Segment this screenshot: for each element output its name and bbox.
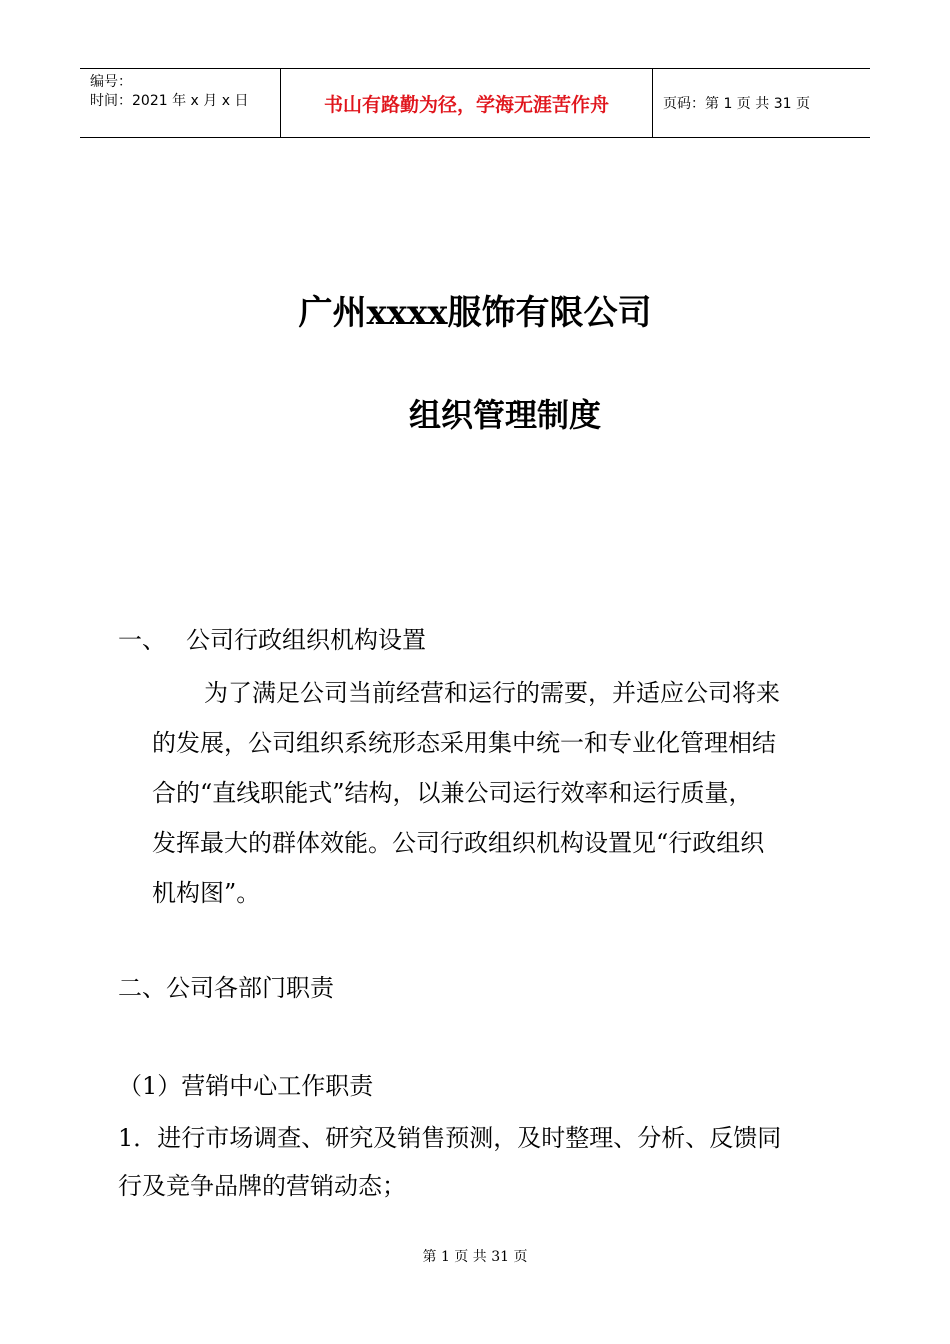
- header-page-info: 页码：第 1 页 共 31 页: [663, 96, 810, 112]
- paragraph-line: 合的“直线职能式”结构，以兼公司运行效率和运行质量，: [152, 779, 753, 807]
- number-label: 编号：: [90, 74, 132, 90]
- header-meta: [80, 69, 281, 137]
- document-subtitle: 组织管理制度: [408, 396, 601, 434]
- company-title: 广州xxxx服饰有限公司: [298, 293, 652, 333]
- page-footer: 第 1 页 共 31 页: [422, 1249, 528, 1265]
- section1-number: 一、: [118, 626, 166, 654]
- section1-heading: 公司行政组织机构设置: [186, 626, 426, 654]
- item1-line2: 行及竞争品牌的营销动态；: [118, 1172, 406, 1200]
- paragraph-line: 为了满足公司当前经营和运行的需要，并适应公司将来: [204, 679, 780, 707]
- section2-heading: 二、公司各部门职责: [118, 974, 334, 1002]
- subsection1-heading: （1）营销中心工作职责: [118, 1072, 374, 1100]
- paragraph-line: 机构图”。: [152, 879, 261, 907]
- paragraph-line: 的发展，公司组织系统形态采用集中统一和专业化管理相结: [152, 729, 776, 757]
- document-header: [80, 68, 870, 138]
- paragraph-line: 发挥最大的群体效能。公司行政组织机构设置见“行政组织: [152, 829, 765, 857]
- item1-line1: 1．进行市场调查、研究及销售预测，及时整理、分析、反馈同: [118, 1124, 782, 1152]
- time-label: 时间：2021 年 x 月 x 日: [90, 93, 249, 109]
- section1-paragraph: [152, 668, 842, 918]
- header-motto: 书山有路勤为径，学海无涯苦作舟: [281, 69, 653, 137]
